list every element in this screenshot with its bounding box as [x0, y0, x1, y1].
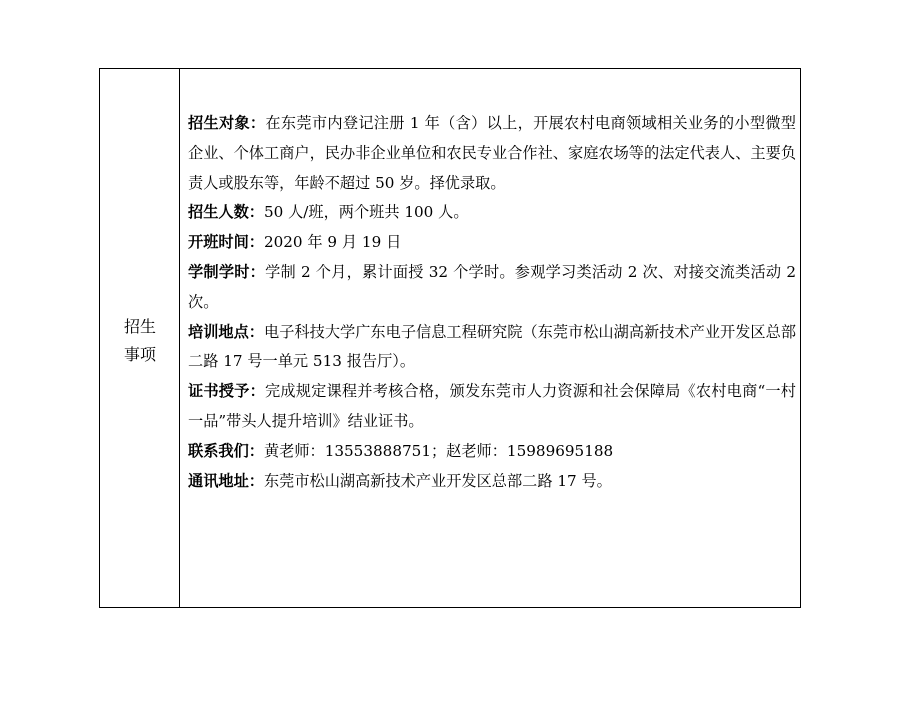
item-value: 学制 2 个月，累计面授 32 个学时。参观学习类活动 2 次、对接交流类活动 2 次。 — [188, 262, 797, 311]
item-value: 在东莞市内登记注册 1 年（含）以上，开展农村电商领域相关业务的小型微型企业、个体工商户，民办非企业单位和农民专业合作社、家庭农场等的法定代表人、主要负责人或股东等，年龄不超过 50 岁。择优录取。 — [188, 114, 796, 192]
item-start-date — [188, 228, 796, 258]
item-value: 电子科技大学广东电子信息工程研究院（东莞市松山湖高新技术产业开发区总部二路 17 号一单元 513 报告厅）。 — [188, 322, 797, 371]
item-certificate — [188, 377, 796, 437]
item-value: 黄老师：13553888751；赵老师：15989695188 — [263, 441, 614, 460]
item-enrollment-target — [188, 109, 796, 198]
enrollment-table — [99, 68, 801, 608]
item-key: 招生人数： — [188, 203, 264, 222]
section-label-line-1: 招生 — [123, 317, 156, 336]
item-value: 50 人/班，两个班共 100 人。 — [263, 203, 469, 222]
item-enrollment-count — [188, 198, 796, 228]
item-key: 培训地点： — [188, 322, 265, 341]
item-mailing-address — [188, 467, 796, 497]
item-training-location — [188, 318, 796, 378]
item-key: 证书授予： — [188, 382, 265, 401]
item-value: 2020 年 9 月 19 日 — [263, 233, 402, 252]
item-key: 学制学时： — [188, 262, 266, 281]
item-value: 东莞市松山湖高新技术产业开发区总部二路 17 号。 — [263, 471, 612, 490]
section-content — [188, 109, 796, 496]
section-label-cell — [100, 69, 180, 607]
item-duration-hours — [188, 258, 796, 318]
section-label — [100, 313, 180, 369]
item-key: 联系我们： — [188, 441, 264, 460]
item-key: 通讯地址： — [188, 471, 264, 490]
item-key: 招生对象： — [188, 114, 266, 132]
section-label-line-2: 事项 — [123, 345, 156, 364]
item-contact — [188, 437, 796, 467]
item-key: 开班时间： — [188, 233, 264, 252]
item-value: 完成规定课程并考核合格，颁发东莞市人力资源和社会保障局《农村电商“一村一品”带头人提升培训》结业证书。 — [188, 382, 796, 430]
